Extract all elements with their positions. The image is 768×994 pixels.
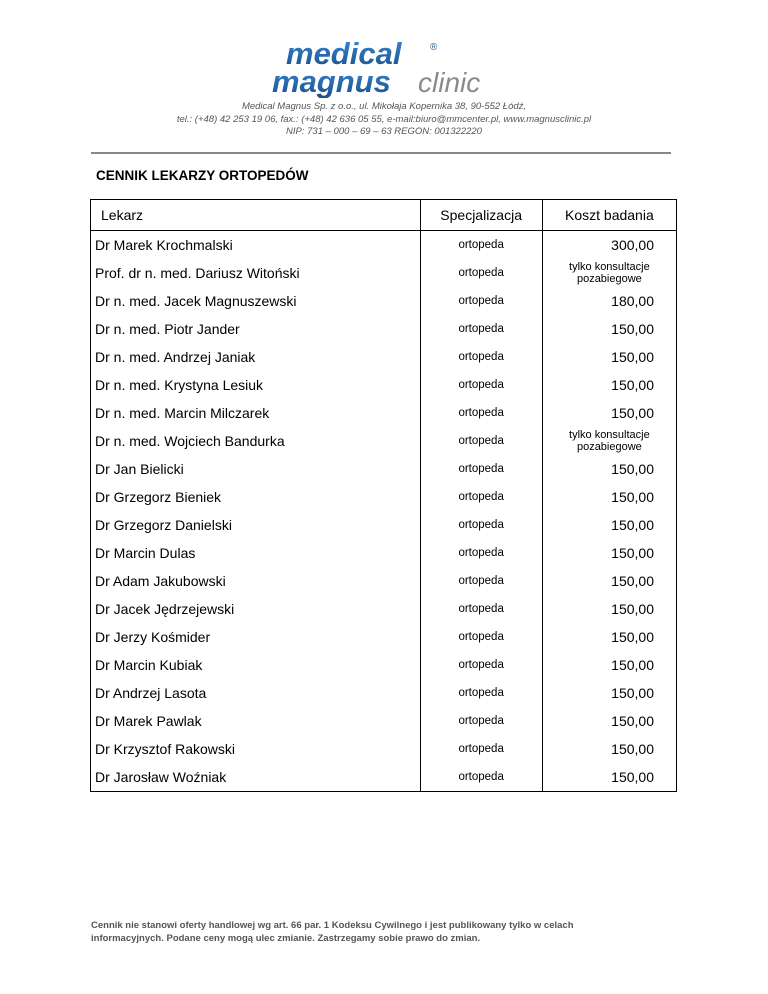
doctor-specialization: ortopeda — [420, 539, 542, 567]
consultation-cost: 300,00 — [542, 231, 676, 260]
cost-note — [542, 427, 676, 455]
cost-note — [542, 259, 676, 287]
table-row — [91, 343, 677, 371]
doctor-name: Dr Adam Jakubowski — [91, 567, 421, 595]
doctor-specialization: ortopeda — [420, 455, 542, 483]
doctor-name: Dr Jerzy Kośmider — [91, 623, 421, 651]
header-divider — [91, 152, 671, 154]
doctor-specialization: ortopeda — [420, 763, 542, 792]
doctor-specialization: ortopeda — [420, 651, 542, 679]
doctor-name: Dr Marcin Kubiak — [91, 651, 421, 679]
table-row — [91, 511, 677, 539]
doctor-specialization: ortopeda — [420, 483, 542, 511]
table-row — [91, 595, 677, 623]
table-header-row — [91, 200, 677, 231]
doctor-specialization: ortopeda — [420, 623, 542, 651]
consultation-cost: 150,00 — [542, 343, 676, 371]
header-doctor: Lekarz — [91, 200, 421, 231]
doctor-specialization: ortopeda — [420, 427, 542, 455]
table-row — [91, 651, 677, 679]
table-row — [91, 707, 677, 735]
cost-note-line-1: tylko konsultacje — [569, 261, 650, 273]
header-cost: Koszt badania — [542, 200, 676, 231]
consultation-cost: 150,00 — [542, 399, 676, 427]
table-row — [91, 231, 677, 260]
consultation-cost: 150,00 — [542, 371, 676, 399]
table-row — [91, 483, 677, 511]
consultation-cost: 150,00 — [542, 455, 676, 483]
logo-registered-mark: ® — [430, 42, 438, 53]
doctor-specialization: ortopeda — [420, 231, 542, 260]
consultation-cost: 150,00 — [542, 595, 676, 623]
consultation-cost: 150,00 — [542, 623, 676, 651]
consultation-cost: 150,00 — [542, 763, 676, 792]
consultation-cost: 150,00 — [542, 735, 676, 763]
consultation-cost: 150,00 — [542, 315, 676, 343]
doctor-name: Dr Marcin Dulas — [91, 539, 421, 567]
table-row — [91, 371, 677, 399]
table-row — [91, 735, 677, 763]
doctor-name: Dr Marek Krochmalski — [91, 231, 421, 260]
logo-word-magnus: magnus — [272, 64, 391, 98]
footer-line-2: informacyjnych. Podane ceny mogą ulec zmianie. Zastrzegamy sobie prawo do zmian. — [91, 932, 481, 944]
doctor-name: Dr Grzegorz Danielski — [91, 511, 421, 539]
consultation-cost: 150,00 — [542, 651, 676, 679]
table-body — [91, 231, 677, 792]
table-row — [91, 315, 677, 343]
footer-line-1: Cennik nie stanowi oferty handlowej wg art. 66 par. 1 Kodeksu Cywilnego i jest publikowany tylko w celach — [91, 920, 574, 931]
consultation-cost: 150,00 — [542, 567, 676, 595]
doctor-name: Dr n. med. Piotr Jander — [91, 315, 421, 343]
table-row — [91, 763, 677, 792]
doctor-specialization: ortopeda — [420, 735, 542, 763]
logo-area — [0, 38, 768, 100]
doctor-specialization: ortopeda — [420, 287, 542, 315]
table-row — [91, 259, 677, 287]
doctor-name: Dr Andrzej Lasota — [91, 679, 421, 707]
table-row — [91, 567, 677, 595]
table-row — [91, 287, 677, 315]
cost-note-line-2: pozabiegowe — [576, 441, 642, 453]
doctor-name: Dr Grzegorz Bieniek — [91, 483, 421, 511]
medical-magnus-logo — [272, 38, 504, 98]
doctor-name: Dr Marek Pawlak — [91, 707, 421, 735]
cost-note-line-2: pozabiegowe — [576, 273, 642, 285]
doctor-name: Dr n. med. Marcin Milczarek — [91, 399, 421, 427]
company-info — [0, 101, 768, 139]
doctor-specialization: ortopeda — [420, 315, 542, 343]
consultation-cost: 150,00 — [542, 511, 676, 539]
doctor-name: Dr Krzysztof Rakowski — [91, 735, 421, 763]
table-row — [91, 539, 677, 567]
header-specialization: Specjalizacja — [420, 200, 542, 231]
table-row — [91, 455, 677, 483]
page-title: CENNIK LEKARZY ORTOPEDÓW — [96, 168, 309, 183]
consultation-cost: 150,00 — [542, 483, 676, 511]
company-address: Medical Magnus Sp. z o.o., ul. Mikołaja Kopernika 38, 90-552 Łódź, — [241, 101, 527, 112]
company-contacts: tel.: (+48) 42 253 19 06, fax.: (+48) 42 636 05 55, e-mail:biuro@mmcenter.pl, www.magnusclinic.pl — [176, 113, 592, 125]
consultation-cost: 150,00 — [542, 679, 676, 707]
doctor-specialization: ortopeda — [420, 679, 542, 707]
doctor-name: Dr Jarosław Woźniak — [91, 763, 421, 792]
footer-disclaimer — [91, 920, 651, 945]
doctor-name: Dr n. med. Jacek Magnuszewski — [91, 287, 421, 315]
doctor-specialization: ortopeda — [420, 259, 542, 287]
doctor-specialization: ortopeda — [420, 371, 542, 399]
doctor-specialization: ortopeda — [420, 567, 542, 595]
doctor-specialization: ortopeda — [420, 511, 542, 539]
doctor-name: Dr Jacek Jędrzejewski — [91, 595, 421, 623]
cost-note-line-1: tylko konsultacje — [569, 429, 650, 441]
doctor-name: Prof. dr n. med. Dariusz Witoński — [91, 259, 421, 287]
doctor-specialization: ortopeda — [420, 707, 542, 735]
doctor-specialization: ortopeda — [420, 595, 542, 623]
doctor-specialization: ortopeda — [420, 343, 542, 371]
consultation-cost: 150,00 — [542, 539, 676, 567]
consultation-cost: 150,00 — [542, 707, 676, 735]
logo-word-clinic: clinic — [418, 67, 481, 98]
table-row — [91, 427, 677, 455]
table-row — [91, 679, 677, 707]
price-table — [90, 199, 677, 792]
doctor-name: Dr n. med. Krystyna Lesiuk — [91, 371, 421, 399]
consultation-cost: 180,00 — [542, 287, 676, 315]
doctor-name: Dr n. med. Andrzej Janiak — [91, 343, 421, 371]
table-row — [91, 623, 677, 651]
table-row — [91, 399, 677, 427]
doctor-name: Dr Jan Bielicki — [91, 455, 421, 483]
company-registration: NIP: 731 – 000 – 69 – 63 REGON: 001322220 — [286, 126, 482, 137]
doctor-name: Dr n. med. Wojciech Bandurka — [91, 427, 421, 455]
doctor-specialization: ortopeda — [420, 399, 542, 427]
logo-word-medical: medical — [286, 38, 402, 71]
